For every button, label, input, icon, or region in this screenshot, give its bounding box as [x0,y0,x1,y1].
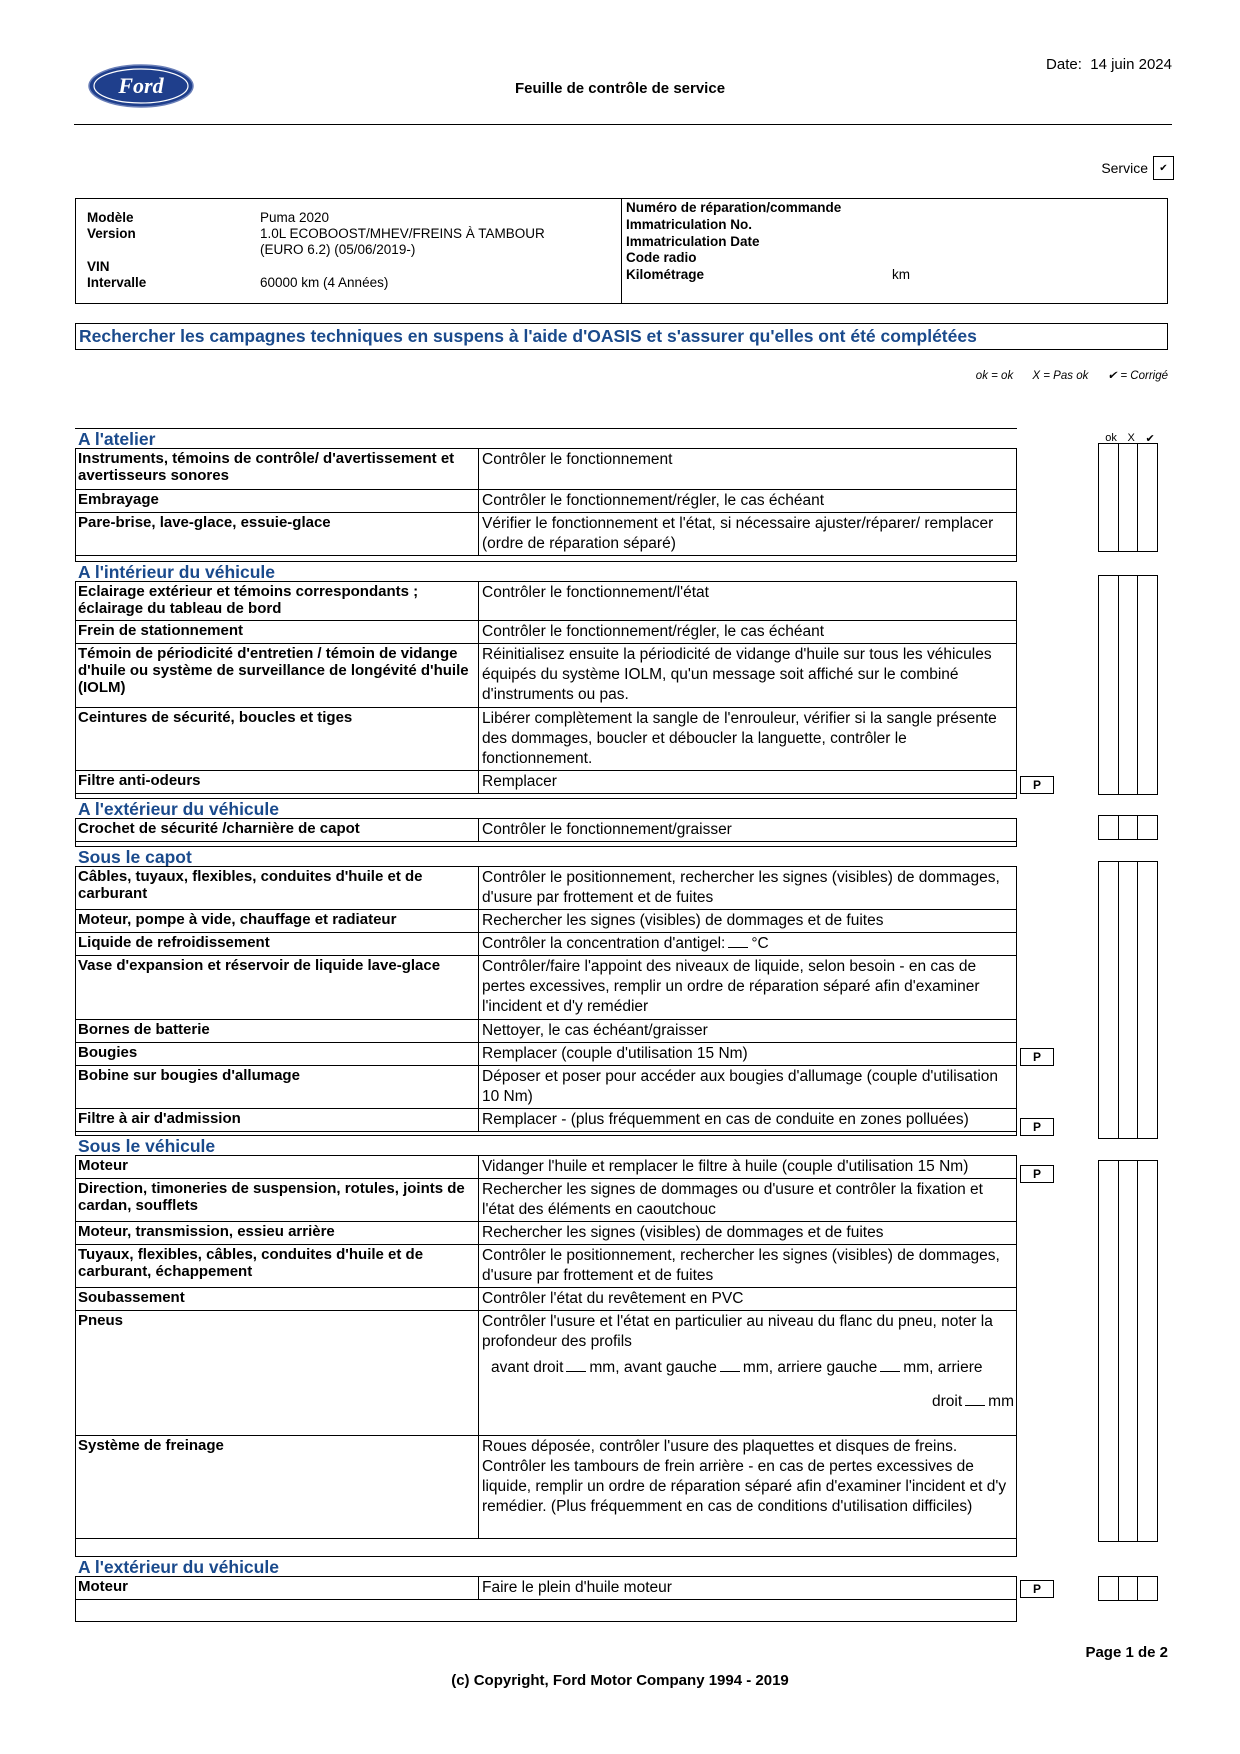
ford-logo-text: Ford [118,73,164,98]
item-description: Libérer complètement la sangle de l'enrouleur, vérifier si la sangle présente des dommages, boucler et déboucler la languette, contrôler le fonctionnement. [478,708,1017,770]
item-name: Pneus [78,1312,124,1329]
item-name: Moteur, pompe à vide, chauffage et radiateur [78,911,397,928]
item-description: Remplacer (couple d'utilisation 15 Nm) [478,1043,1017,1065]
section-under-vehicle: Sous le véhicule [75,1135,1017,1156]
item-name: Câbles, tuyaux, flexibles, conduites d'huile et de carburant [78,868,423,902]
date-value: 14 juin 2024 [1090,56,1172,73]
legend-corrected: ✔ = Corrigé [1107,370,1168,382]
model-label: Modèle [87,210,134,225]
item-name: Pare-brise, lave-glace, essuie-glace [78,514,331,531]
item-name: Liquide de refroidissement [78,934,270,951]
item-description: Remplacer [478,771,1017,793]
table-row [75,512,1017,556]
date-label: Date: [1046,56,1082,73]
check-header-ok: ok [1105,432,1117,444]
page-number: Page 1 de 2 [1085,1644,1168,1661]
version-label: Version [87,226,136,241]
table-row [75,818,1017,842]
tire-rear-left-blank[interactable] [880,1371,900,1372]
item-name: Instruments, témoins de contrôle/ d'avertissement et avertisseurs sonores [78,450,455,484]
p-marker: P [1020,1048,1054,1066]
item-name: Moteur [78,1157,128,1174]
table-row [75,1019,1017,1043]
item-description: Contrôler l'état du revêtement en PVC [478,1288,1017,1310]
item-name: Système de freinage [78,1437,224,1454]
item-name: Direction, timoneries de suspension, rotules, joints de cardan, soufflets [78,1180,465,1214]
table-row [75,1108,1017,1132]
coolant-text: Contrôler la concentration d'antigel: [482,935,726,952]
coolant-unit: °C [751,935,769,952]
version-value-1: 1.0L ECOBOOST/MHEV/FREINS À TAMBOUR [260,226,545,241]
item-name: Bornes de batterie [78,1021,210,1038]
item-description [478,1311,1017,1435]
check-header-x: X [1127,432,1135,444]
repair-number-label: Numéro de réparation/commande [626,200,842,215]
item-description: Roues déposée, contrôler l'usure des plaquettes et disques de freins. Contrôler les tambours de frein arrière - en cas de pertes excessives de liquide, remplir un ordre de réparation séparé afin d'examiner l'incident et d'y remédier. (Plus fréquemment en cas de conditions d'utilisation difficiles) [478,1436,1017,1538]
item-description: Vidanger l'huile et remplacer le filtre à huile (couple d'utilisation 15 Nm) [478,1156,1017,1178]
table-row [75,770,1017,794]
version-value-2: (EURO 6.2) (05/06/2019-) [260,242,416,257]
item-description: Vérifier le fonctionnement et l'état, si nécessaire ajuster/réparer/ remplacer (ordre de réparation séparé) [478,513,1017,555]
item-name: Crochet de sécurité /charnière de capot [78,820,360,837]
item-description: Déposer et poser pour accéder aux bougies d'allumage (couple d'utilisation 10 Nm) [478,1066,1017,1108]
p-marker: P [1020,1580,1054,1598]
check-header-corrected: ✔ [1145,433,1155,445]
item-name: Eclairage extérieur et témoins correspondants ; éclairage du tableau de bord [78,583,419,617]
registration-number-label: Immatriculation No. [626,217,753,232]
item-description: Contrôler le fonctionnement/graisser [478,819,1017,841]
item-name: Tuyaux, flexibles, câbles, conduites d'huile et de carburant, échappement [78,1246,424,1280]
tire-front-left-blank[interactable] [720,1371,740,1372]
item-description: Contrôler/faire l'appoint des niveaux de liquide, selon besoin - en cas de pertes excessives, remplir un ordre de réparation séparé afin d'examiner l'incident et d'y remédier [478,956,1017,1019]
item-name: Ceintures de sécurité, boucles et tiges [78,709,353,726]
mileage-unit: km [892,267,910,282]
p-marker: P [1020,1118,1054,1136]
item-description: Remplacer - (plus fréquemment en cas de conduite en zones polluées) [478,1109,1017,1131]
table-row [75,1576,1017,1600]
table-row [75,955,1017,1020]
item-description: Contrôler le fonctionnement/régler, le cas échéant [478,490,1017,512]
table-row [75,1221,1017,1245]
table-row [75,643,1017,708]
table-row [75,1435,1017,1539]
table-row [75,1065,1017,1109]
item-description: Rechercher les signes (visibles) de dommages et de fuites [478,1222,1017,1244]
item-name: Moteur, transmission, essieu arrière [78,1223,335,1240]
service-checkbox[interactable]: ✔ [1153,156,1174,180]
item-name: Témoin de périodicité d'entretien / témoin de vidange d'huile ou système de surveillance de longévité d'huile (IOLM) [78,645,469,696]
check-boxes[interactable] [1098,815,1158,840]
table-row [75,866,1017,910]
table-row [75,1310,1017,1436]
item-name: Bougies [78,1044,138,1061]
check-boxes[interactable] [1098,575,1158,795]
item-name: Filtre à air d'admission [78,1110,241,1127]
section-exterior: A l'extérieur du véhicule [75,798,1017,819]
table-row [75,581,1017,621]
legend-not-ok: X = Pas ok [1032,370,1089,382]
item-description: Contrôler le positionnement, rechercher les signes (visibles) de dommages, d'usure par frottement et de fuites [478,867,1017,909]
table-row [75,1155,1017,1179]
item-description: Contrôler le fonctionnement [478,449,1017,489]
item-description: Nettoyer, le cas échéant/graisser [478,1020,1017,1042]
item-name: Filtre anti-odeurs [78,772,201,789]
tire-depth-line: avant droit mm, avant gauche mm, arriere gauche mm, arriere [491,1359,983,1376]
vin-label: VIN [87,259,110,274]
item-name: Embrayage [78,491,159,508]
item-description: Contrôler le fonctionnement/régler, le cas échéant [478,621,1017,643]
table-row [75,620,1017,644]
table-row [75,707,1017,771]
item-name: Frein de stationnement [78,622,244,639]
check-boxes[interactable] [1098,1576,1158,1601]
table-row [75,448,1017,490]
copyright: (c) Copyright, Ford Motor Company 1994 - 2019 [451,1672,789,1689]
radio-code-label: Code radio [626,250,697,265]
page-title: Feuille de contrôle de service [514,80,726,97]
table-row [75,1287,1017,1311]
item-name: Vase d'expansion et réservoir de liquide lave-glace [78,957,441,974]
p-marker: P [1020,776,1054,794]
item-name: Soubassement [78,1289,185,1306]
item-description [478,933,1017,955]
interval-label: Intervalle [87,275,147,290]
header-divider [74,124,1172,125]
antifreeze-blank[interactable] [728,947,748,948]
section-interior: A l'intérieur du véhicule [75,561,1017,582]
table-row [75,1178,1017,1222]
tire-front-right-blank[interactable] [566,1371,586,1372]
service-label: Service [1101,160,1148,176]
table-row [75,909,1017,933]
legend-ok: ok = ok [975,370,1014,382]
model-value: Puma 2020 [260,210,330,225]
section-under-hood: Sous le capot [75,846,1017,867]
tire-text: Contrôler l'usure et l'état en particulier au niveau du flanc du pneu, noter la profondeur des profils [482,1313,993,1350]
item-description: Faire le plein d'huile moteur [478,1577,1017,1599]
item-description: Contrôler le fonctionnement/l'état [478,582,1017,620]
date [1046,56,1172,73]
tire-depth-line-2: droit mm [932,1393,1014,1410]
check-boxes[interactable] [1098,443,1158,552]
table-row [75,1244,1017,1288]
vehicle-info-box [75,198,1168,304]
table-row [75,489,1017,513]
registration-date-label: Immatriculation Date [626,234,760,249]
item-description: Réinitialisez ensuite la périodicité de vidange d'huile sur tous les véhicules équipés du système IOLM, qu'un message soit affiché sur le combiné d'instruments ou pas. [478,644,1017,707]
item-name: Moteur [78,1578,128,1595]
service-field [1101,156,1174,180]
p-marker: P [1020,1165,1054,1183]
interval-value: 60000 km (4 Années) [260,275,389,290]
campaign-notice: Rechercher les campagnes techniques en suspens à l'aide d'OASIS et s'assurer qu'elles ont été complétées [75,323,1168,350]
section-exterior-2: A l'extérieur du véhicule [75,1556,1017,1577]
item-description: Rechercher les signes (visibles) de dommages et de fuites [478,910,1017,932]
tire-rear-right-blank[interactable] [965,1405,985,1406]
check-boxes[interactable] [1098,861,1158,1139]
check-boxes[interactable] [1098,1160,1158,1542]
table-row [75,932,1017,956]
item-name: Bobine sur bougies d'allumage [78,1067,300,1084]
section-workshop: A l'atelier [75,428,1017,449]
legend [960,368,1168,382]
table-row [75,1042,1017,1066]
item-description: Rechercher les signes de dommages ou d'usure et contrôler la fixation et l'état des éléments en caoutchouc [478,1179,1017,1221]
item-description: Contrôler le positionnement, rechercher les signes (visibles) de dommages, d'usure par frottement et de fuites [478,1245,1017,1287]
mileage-label: Kilométrage [626,267,705,282]
